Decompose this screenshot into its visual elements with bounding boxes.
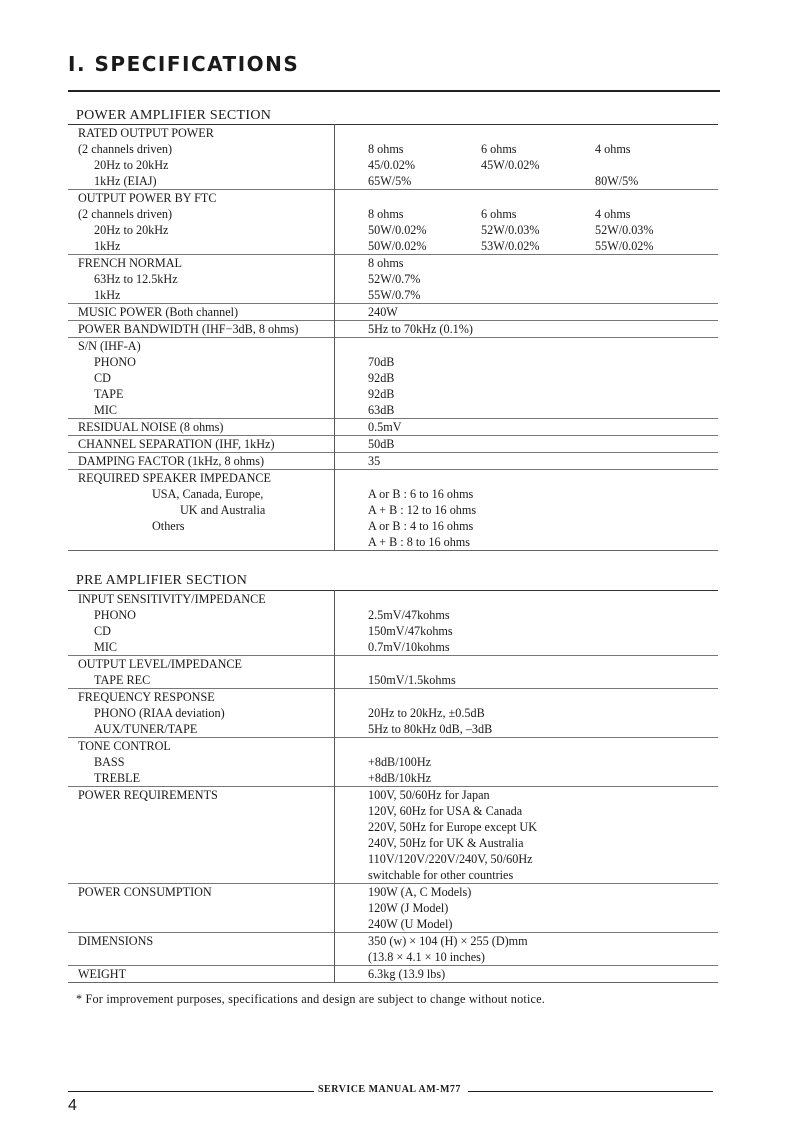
spec-value: A or B : 4 to 16 ohms [368, 519, 474, 533]
spec-value: A or B : 6 to 16 ohms [368, 487, 474, 501]
spec-label: CHANNEL SEPARATION (IHF, 1kHz) [78, 437, 275, 451]
spec-label: 1kHz [94, 239, 121, 253]
spec-line [68, 518, 718, 534]
spec-label: 20Hz to 20kHz [94, 223, 169, 237]
spec-value: 150mV/1.5kohms [368, 673, 456, 687]
spec-row [68, 337, 718, 418]
spec-line [68, 639, 718, 655]
spec-value: 55W/0.02% [595, 239, 654, 253]
spec-label: OUTPUT LEVEL/IMPEDANCE [78, 657, 242, 671]
spec-value: 0.7mV/10kohms [368, 640, 450, 654]
spec-value: 50dB [368, 437, 395, 451]
page-number: 4 [68, 1097, 77, 1114]
spec-row [68, 786, 718, 883]
spec-line [68, 402, 718, 418]
spec-line [68, 338, 718, 354]
spec-label: USA, Canada, Europe, [152, 487, 264, 501]
spec-value: 63dB [368, 403, 395, 417]
spec-label: RESIDUAL NOISE (8 ohms) [78, 420, 224, 434]
spec-line [68, 754, 718, 770]
spec-line [68, 949, 718, 965]
spec-line [68, 321, 718, 337]
spec-value: 35 [368, 454, 381, 468]
spec-value: 55W/0.7% [368, 288, 421, 302]
spec-label: AUX/TUNER/TAPE [94, 722, 198, 736]
spec-label: PHONO [94, 608, 136, 622]
spec-label: MIC [94, 640, 118, 654]
spec-line [68, 287, 718, 303]
spec-line [68, 916, 718, 932]
spec-line [68, 705, 718, 721]
spec-label: DIMENSIONS [78, 934, 154, 948]
spec-line [68, 271, 718, 287]
spec-line [68, 900, 718, 916]
spec-line [68, 591, 718, 607]
spec-value: 100V, 50/60Hz for Japan [368, 788, 490, 802]
spec-line [68, 607, 718, 623]
spec-row [68, 590, 718, 655]
spec-value: 350 (w) × 104 (H) × 255 (D)mm [368, 934, 528, 948]
spec-label: RATED OUTPUT POWER [78, 126, 214, 140]
spec-line [68, 436, 718, 452]
spec-label: Others [152, 519, 185, 533]
spec-label: 63Hz to 12.5kHz [94, 272, 178, 286]
spec-line [68, 354, 718, 370]
spec-line [68, 738, 718, 754]
spec-row [68, 655, 718, 688]
spec-row [68, 452, 718, 469]
spec-line [68, 370, 718, 386]
spec-label: OUTPUT POWER BY FTC [78, 191, 217, 205]
spec-line [68, 787, 718, 803]
spec-line [68, 222, 718, 238]
spec-label: POWER CONSUMPTION [78, 885, 212, 899]
spec-row [68, 124, 718, 189]
spec-value: 8 ohms [368, 256, 404, 270]
spec-row [68, 737, 718, 786]
spec-line [68, 867, 718, 883]
power-amp-spec-table [68, 124, 718, 551]
spec-value: 240V, 50Hz for UK & Australia [368, 836, 524, 850]
spec-line [68, 386, 718, 402]
pre-amp-section-title: PRE AMPLIFIER SECTION [76, 573, 248, 588]
spec-line [68, 721, 718, 737]
spec-line [68, 453, 718, 469]
spec-line [68, 470, 718, 486]
spec-label: POWER REQUIREMENTS [78, 788, 218, 802]
spec-label: WEIGHT [78, 967, 127, 981]
spec-value: 190W (A, C Models) [368, 885, 472, 899]
spec-label: TAPE [94, 387, 124, 401]
spec-value: 5Hz to 80kHz 0dB, –3dB [368, 722, 493, 736]
spec-line [68, 966, 718, 982]
spec-line [68, 173, 718, 189]
spec-line [68, 689, 718, 705]
spec-value: 8 ohms [368, 142, 404, 156]
spec-line [68, 933, 718, 949]
spec-value: 20Hz to 20kHz, ±0.5dB [368, 706, 485, 720]
spec-line [68, 534, 718, 550]
spec-value: 45W/0.02% [481, 158, 540, 172]
spec-line [68, 851, 718, 867]
spec-value: A + B : 12 to 16 ohms [368, 503, 477, 517]
spec-row [68, 303, 718, 320]
spec-row [68, 883, 718, 932]
spec-value: 240W (U Model) [368, 917, 453, 931]
spec-label: TREBLE [94, 771, 141, 785]
spec-value: 52W/0.03% [481, 223, 540, 237]
pre-amp-spec-table [68, 590, 718, 983]
spec-line [68, 672, 718, 688]
page-title: I. SPECIFICATIONS [68, 52, 300, 76]
spec-label: 1kHz [94, 288, 121, 302]
spec-row [68, 469, 718, 550]
spec-value: 65W/5% [368, 174, 412, 188]
spec-line [68, 255, 718, 271]
spec-label: POWER BANDWIDTH (IHF−3dB, 8 ohms) [78, 322, 299, 336]
spec-value: 50W/0.02% [368, 239, 427, 253]
spec-label: MIC [94, 403, 118, 417]
spec-value: (13.8 × 4.1 × 10 inches) [368, 950, 485, 964]
spec-value: 240W [368, 305, 398, 319]
spec-value: 92dB [368, 371, 395, 385]
spec-line [68, 623, 718, 639]
spec-line [68, 835, 718, 851]
spec-value: 4 ohms [595, 142, 631, 156]
spec-line [68, 770, 718, 786]
spec-value: 2.5mV/47kohms [368, 608, 450, 622]
spec-label: TAPE REC [94, 673, 151, 687]
spec-value: 5Hz to 70kHz (0.1%) [368, 322, 473, 336]
spec-line [68, 419, 718, 435]
spec-line [68, 304, 718, 320]
spec-label: BASS [94, 755, 125, 769]
spec-value: 50W/0.02% [368, 223, 427, 237]
spec-value: 0.5mV [368, 420, 402, 434]
spec-line [68, 190, 718, 206]
spec-value: 120W (J Model) [368, 901, 449, 915]
spec-value: +8dB/100Hz [368, 755, 432, 769]
spec-line [68, 486, 718, 502]
spec-label: TONE CONTROL [78, 739, 171, 753]
spec-value: +8dB/10kHz [368, 771, 432, 785]
spec-value: 110V/120V/220V/240V, 50/60Hz [368, 852, 533, 866]
spec-label: S/N (IHF-A) [78, 339, 141, 353]
spec-row [68, 418, 718, 435]
spec-label: 1kHz (EIAJ) [94, 174, 157, 188]
spec-value: 4 ohms [595, 207, 631, 221]
spec-value: 92dB [368, 387, 395, 401]
spec-label: REQUIRED SPEAKER IMPEDANCE [78, 471, 271, 485]
spec-row [68, 435, 718, 452]
spec-label: PHONO [94, 355, 136, 369]
spec-value: 120V, 60Hz for USA & Canada [368, 804, 523, 818]
spec-value: 6.3kg (13.9 lbs) [368, 967, 446, 981]
spec-line [68, 238, 718, 254]
footer-rule-right [468, 1091, 713, 1092]
footnote: * For improvement purposes, specifications and design are subject to change without notice. [76, 992, 546, 1006]
spec-value: switchable for other countries [368, 868, 514, 882]
spec-line [68, 125, 718, 141]
spec-row [68, 688, 718, 737]
spec-label: (2 channels driven) [78, 207, 173, 221]
spec-row [68, 254, 718, 303]
spec-label: INPUT SENSITIVITY/IMPEDANCE [78, 592, 266, 606]
spec-label: DAMPING FACTOR (1kHz, 8 ohms) [78, 454, 265, 468]
spec-label: FREQUENCY RESPONSE [78, 690, 215, 704]
spec-value: 6 ohms [481, 142, 517, 156]
spec-row [68, 932, 718, 965]
spec-label: UK and Australia [180, 503, 266, 517]
spec-row [68, 189, 718, 254]
spec-value: 6 ohms [481, 207, 517, 221]
spec-value: 220V, 50Hz for Europe except UK [368, 820, 537, 834]
spec-label: CD [94, 371, 111, 385]
power-amp-section-title: POWER AMPLIFIER SECTION [76, 108, 272, 123]
spec-value: 52W/0.03% [595, 223, 654, 237]
spec-row [68, 320, 718, 337]
spec-value: 150mV/47kohms [368, 624, 453, 638]
spec-value: 80W/5% [595, 174, 639, 188]
spec-value: A + B : 8 to 16 ohms [368, 535, 471, 549]
spec-value: 52W/0.7% [368, 272, 421, 286]
spec-line [68, 157, 718, 173]
spec-label: PHONO (RIAA deviation) [94, 706, 225, 720]
spec-value: 53W/0.02% [481, 239, 540, 253]
footer-title: SERVICE MANUAL AM-M77 [318, 1084, 461, 1095]
spec-label: 20Hz to 20kHz [94, 158, 169, 172]
spec-value: 8 ohms [368, 207, 404, 221]
spec-line [68, 819, 718, 835]
spec-line [68, 884, 718, 900]
title-rule [68, 90, 720, 92]
spec-row [68, 965, 718, 982]
spec-line [68, 141, 718, 157]
spec-line [68, 206, 718, 222]
spec-label: CD [94, 624, 111, 638]
spec-value: 70dB [368, 355, 395, 369]
spec-value: 45/0.02% [368, 158, 416, 172]
spec-line [68, 502, 718, 518]
spec-line [68, 656, 718, 672]
spec-label: (2 channels driven) [78, 142, 173, 156]
spec-line [68, 803, 718, 819]
spec-label: FRENCH NORMAL [78, 256, 182, 270]
footer-rule-left [68, 1091, 314, 1092]
spec-label: MUSIC POWER (Both channel) [78, 305, 239, 319]
